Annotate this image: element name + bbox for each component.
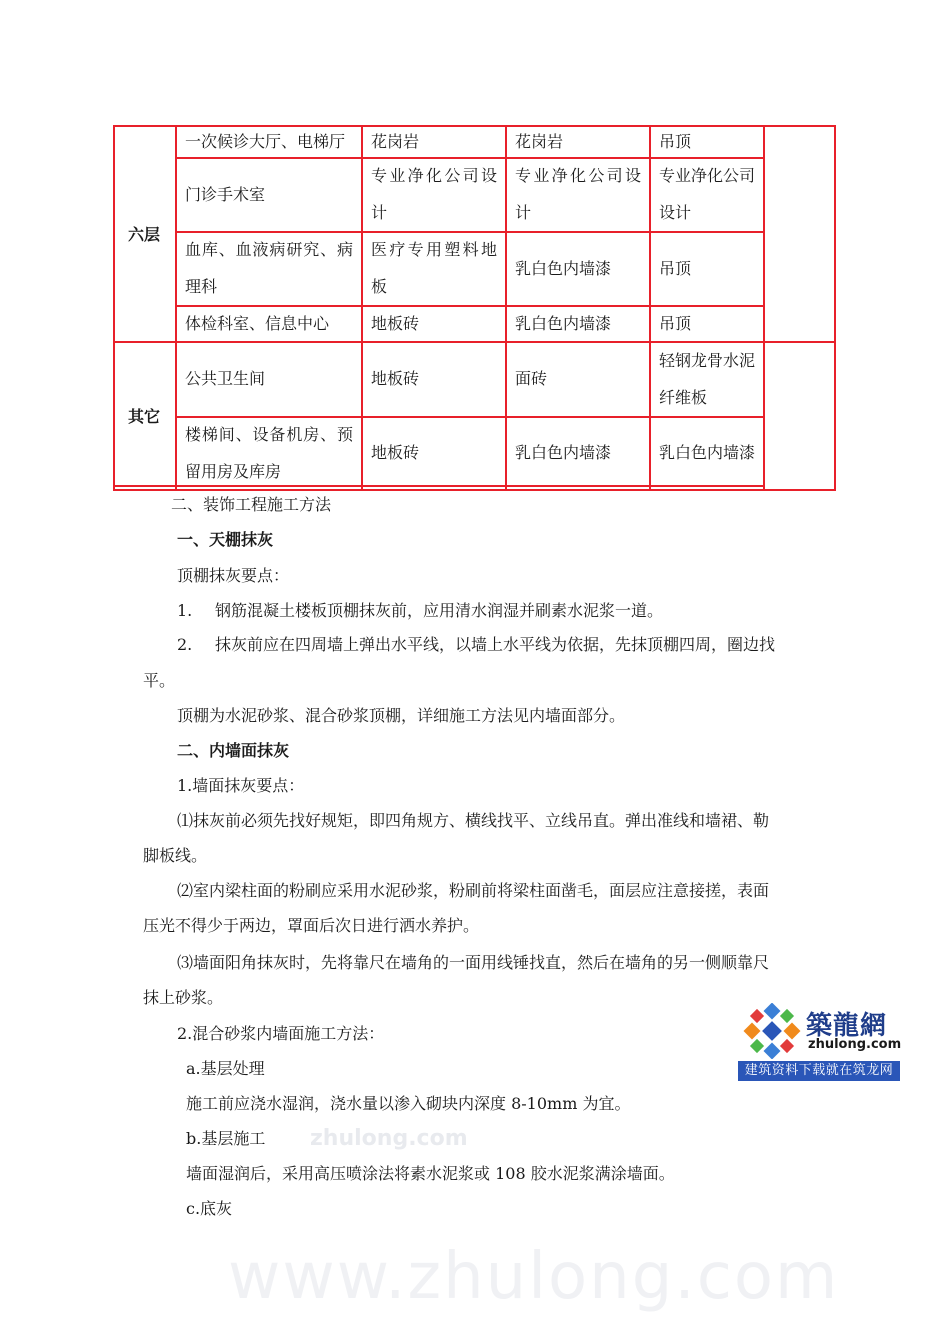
table-cell-wall: 乳白色内墙漆 <box>515 313 612 333</box>
table-cell-area: 一次候诊大厅、电梯厅 <box>185 131 346 151</box>
table-cell-area: 门诊手术室 <box>185 184 266 204</box>
paragraph-continued: 压光不得少于两边，罩面后次日进行洒水养护。 <box>143 916 480 935</box>
logo-name: 築龍網 <box>806 1011 888 1041</box>
table-cell-floor: 专业净化公司设计 <box>371 166 497 222</box>
table-cell-wall: 面砖 <box>515 369 548 388</box>
paragraph: 墙面湿润后，采用高压喷涂法将素水泥浆或 108 胶水泥浆满涂墙面。 <box>186 1164 675 1183</box>
table-cell-ceiling: 吊顶 <box>659 131 692 151</box>
paragraph-continued: 脚板线。 <box>143 846 208 865</box>
table-cell-floor: 花岗岩 <box>371 131 420 151</box>
table-cell-floor: 地板砖 <box>371 313 420 333</box>
table-cell-floor: 地板砖 <box>371 369 420 388</box>
table-cell-area: 楼梯间、设备机房、预留用房及库房 <box>185 424 353 481</box>
list-item: 钢筋混凝土楼板顶棚抹灰前，应用清水润湿并刷素水泥浆一道。 <box>215 601 664 620</box>
heading-ceiling-plaster: 一、天棚抹灰 <box>177 530 274 549</box>
table-cell-ceiling: 吊顶 <box>659 258 692 278</box>
table-cell-wall: 专业净化公司设计 <box>515 166 641 222</box>
table-cell-area: 体检科室、信息中心 <box>185 313 330 333</box>
group-label: 其它 <box>127 406 160 426</box>
table-cell-ceiling: 轻钢龙骨水泥纤维板 <box>659 350 756 407</box>
list-number: 2. <box>177 635 193 654</box>
list-item: 抹灰前应在四周墙上弹出水平线，以墙上水平线为依据，先抹顶棚四周，圈边找 <box>215 635 776 654</box>
paragraph: 1.墙面抹灰要点： <box>177 776 305 795</box>
list-item-continued: 平。 <box>143 671 176 690</box>
paragraph: 顶棚为水泥砂浆、混合砂浆顶棚，详细施工方法见内墙面部分。 <box>177 706 626 725</box>
table-cell-wall: 乳白色内墙漆 <box>515 443 612 462</box>
group-label: 六层 <box>127 224 160 244</box>
paragraph: 2.混合砂浆内墙面施工方法： <box>177 1024 385 1043</box>
table-cell-wall: 乳白色内墙漆 <box>515 258 612 278</box>
finish-table <box>113 125 836 490</box>
list-number: 1. <box>177 601 193 620</box>
logo-slogan: 建筑资料下载就在筑龙网 <box>738 1061 900 1081</box>
paragraph: 施工前应浇水湿润，浇水量以渗入砌块内深度 8-10mm 为宜。 <box>186 1094 631 1113</box>
paragraph: ⑵室内梁柱面的粉刷应采用水泥砂浆，粉刷前将梁柱面凿毛，面层应注意接搓，表面 <box>177 881 770 900</box>
table-cell-floor: 医疗专用塑料地板 <box>371 240 497 296</box>
subheading: a.基层处理 <box>186 1059 265 1078</box>
table-cell-area: 血库、血液病研究、病理科 <box>185 240 353 296</box>
table-cell-wall: 花岗岩 <box>515 131 564 151</box>
paragraph-continued: 抹上砂浆。 <box>143 988 224 1007</box>
snowflake-icon <box>742 1003 802 1059</box>
subheading: c.底灰 <box>186 1199 233 1218</box>
heading-wall-plaster: 二、内墙面抹灰 <box>177 741 290 760</box>
logo-domain: zhulong.com <box>808 1037 902 1052</box>
table-cell-floor: 地板砖 <box>371 443 420 462</box>
watermark-large: www.zhulong.com <box>228 1240 840 1314</box>
zhulong-logo <box>738 999 900 1081</box>
section-title: 二、装饰工程施工方法 <box>171 495 332 514</box>
table-cell-ceiling: 乳白色内墙漆 <box>659 443 756 462</box>
paragraph: ⑶墙面阳角抹灰时，先将靠尺在墙角的一面用线锤找直，然后在墙角的另一侧顺靠尺 <box>177 953 770 972</box>
table-cell-ceiling: 吊顶 <box>659 313 692 333</box>
subheading: b.基层施工 <box>186 1129 266 1148</box>
paragraph: 顶棚抹灰要点： <box>177 566 290 585</box>
paragraph: ⑴抹灰前必须先找好规矩，即四角规方、横线找平、立线吊直。弹出准线和墙裙、勒 <box>177 811 770 830</box>
table-cell-ceiling: 专业净化公司设计 <box>659 166 756 222</box>
table-cell-area: 公共卫生间 <box>185 369 266 388</box>
table-border <box>834 125 836 491</box>
table-border <box>763 125 765 491</box>
watermark-small: zhulong.com <box>310 1126 468 1151</box>
